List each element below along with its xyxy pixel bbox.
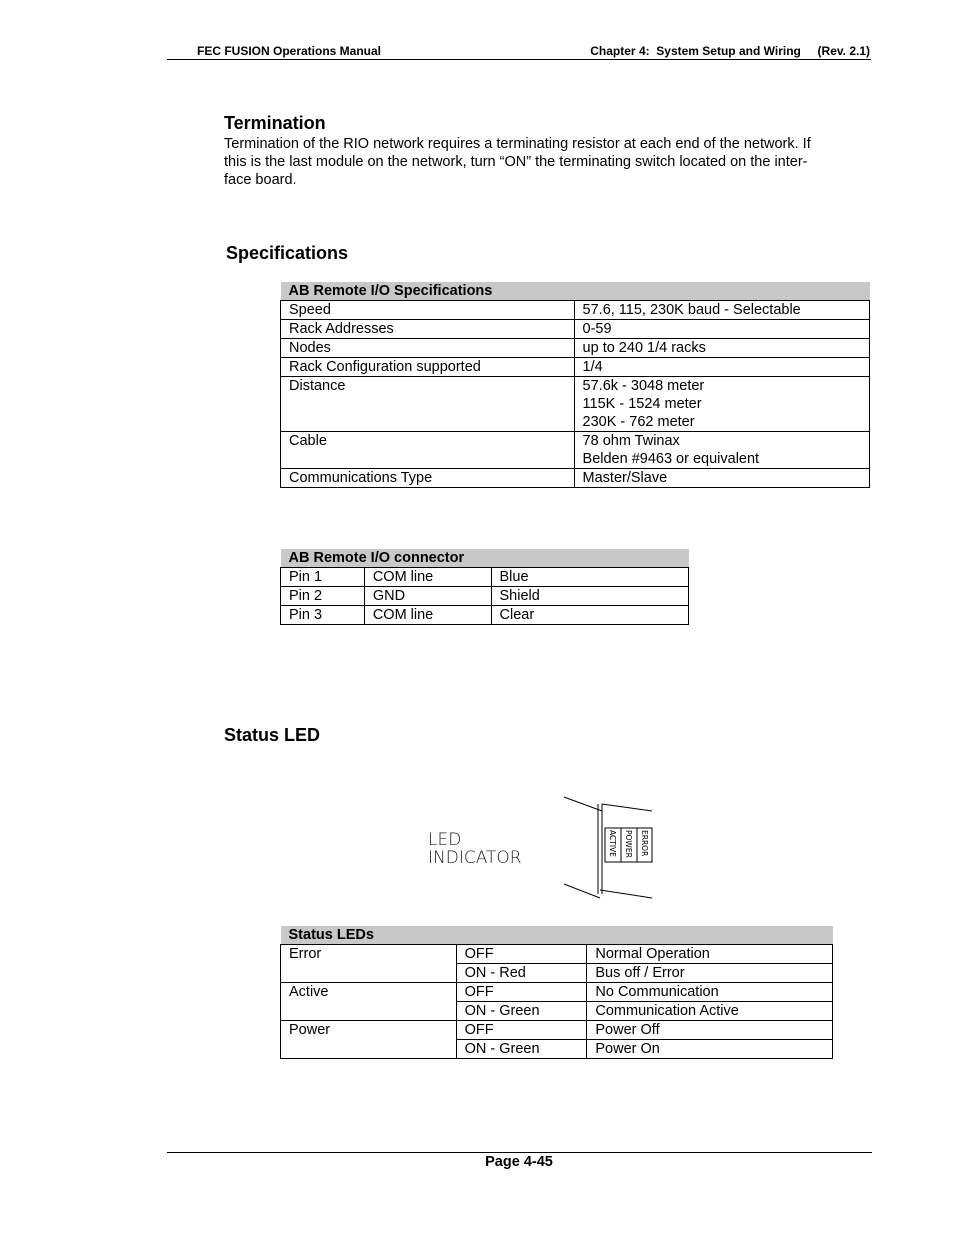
table-row <box>281 945 833 964</box>
table-title: AB Remote I/O Specifications <box>281 282 870 301</box>
led-error-label: ERROR <box>640 830 649 857</box>
led-active-label: ACTIVE <box>608 830 617 857</box>
status-leds-table <box>280 926 833 1059</box>
table-row <box>281 606 689 625</box>
termination-line: face board. <box>224 172 297 188</box>
led-meaning: Power On <box>587 1040 833 1059</box>
specifications-heading: Specifications <box>226 243 349 263</box>
led-name <box>281 964 457 983</box>
spec-value <box>574 320 869 339</box>
led-meaning: Bus off / Error <box>587 964 833 983</box>
figure-label-led: LED <box>428 830 462 850</box>
table-header-row <box>281 926 833 945</box>
pin-cell: Pin 3 <box>281 606 365 625</box>
spec-value-line: 0-59 <box>582 321 612 337</box>
table-row <box>281 377 870 432</box>
table-title: Status LEDs <box>281 926 833 945</box>
page-number: Page 4-45 <box>485 1154 553 1170</box>
spec-value <box>574 339 869 358</box>
table-row <box>281 301 870 320</box>
table-header-row <box>281 282 870 301</box>
spec-value-line: 230K - 762 meter <box>582 414 695 430</box>
spec-value <box>574 358 869 377</box>
led-state: OFF <box>456 945 587 964</box>
table-row <box>281 432 870 469</box>
table-row <box>281 1002 833 1021</box>
spec-value <box>574 301 869 320</box>
spec-value-line: 1/4 <box>582 359 603 375</box>
spec-value-line: Belden #9463 or equivalent <box>582 451 760 467</box>
led-meaning: Normal Operation <box>587 945 833 964</box>
spec-label: Distance <box>281 377 575 432</box>
header-chapter: Chapter 4: System Setup and Wiring (Rev. 2.1) <box>590 44 870 58</box>
table-row <box>281 358 870 377</box>
spec-label: Rack Configuration supported <box>281 358 575 377</box>
led-indicator-figure <box>428 794 658 902</box>
spec-value-line: 115K - 1524 meter <box>582 396 702 412</box>
led-name: Power <box>281 1021 457 1040</box>
spec-label: Speed <box>281 301 575 320</box>
table-row <box>281 964 833 983</box>
pin-cell: Pin 1 <box>281 568 365 587</box>
spec-label: Communications Type <box>281 469 575 488</box>
pin-cell: Pin 2 <box>281 587 365 606</box>
signal-cell: GND <box>364 587 491 606</box>
diagram-line <box>564 884 600 898</box>
color-cell: Clear <box>491 606 688 625</box>
signal-cell: COM line <box>364 568 491 587</box>
spec-label: Cable <box>281 432 575 469</box>
color-cell: Blue <box>491 568 688 587</box>
table-row <box>281 320 870 339</box>
specifications-table <box>280 282 870 488</box>
led-state: OFF <box>456 1021 587 1040</box>
spec-value-line: 57.6k - 3048 meter <box>582 378 705 394</box>
termination-heading: Termination <box>224 113 326 133</box>
led-meaning: Power Off <box>587 1021 833 1040</box>
table-row <box>281 1021 833 1040</box>
termination-paragraph <box>224 135 864 189</box>
color-cell: Shield <box>491 587 688 606</box>
led-state: ON - Green <box>456 1002 587 1021</box>
spec-value-line: 78 ohm Twinax <box>582 433 680 449</box>
table-row <box>281 1040 833 1059</box>
table-row <box>281 587 689 606</box>
diagram-line <box>602 804 652 811</box>
led-name: Active <box>281 983 457 1002</box>
table-title: AB Remote I/O connector <box>281 549 689 568</box>
table-row <box>281 339 870 358</box>
footer-rule <box>167 1152 872 1153</box>
table-header-row <box>281 549 689 568</box>
spec-value-line: Master/Slave <box>582 470 668 486</box>
led-power-label: POWER <box>624 830 633 858</box>
connector-table <box>280 549 689 625</box>
header-manual-title: FEC FUSION Operations Manual <box>197 44 382 58</box>
spec-value <box>574 377 869 432</box>
led-diagram <box>428 794 658 902</box>
figure-label-indicator: INDICATOR <box>428 848 522 868</box>
termination-line: Termination of the RIO network requires a terminating resistor at each end of the network. If <box>224 136 811 152</box>
table-row <box>281 983 833 1002</box>
spec-value <box>574 432 869 469</box>
spec-label: Rack Addresses <box>281 320 575 339</box>
signal-cell: COM line <box>364 606 491 625</box>
led-name: Error <box>281 945 457 964</box>
termination-line: this is the last module on the network, turn “ON” the terminating switch located on the inter- <box>224 154 808 170</box>
led-state: OFF <box>456 983 587 1002</box>
spec-label: Nodes <box>281 339 575 358</box>
diagram-line <box>564 797 602 811</box>
diagram-line <box>600 890 652 898</box>
led-meaning: Communication Active <box>587 1002 833 1021</box>
led-name <box>281 1002 457 1021</box>
led-meaning: No Communication <box>587 983 833 1002</box>
spec-value <box>574 469 869 488</box>
status-led-heading: Status LED <box>224 725 321 745</box>
led-state: ON - Red <box>456 964 587 983</box>
header-rule <box>167 59 871 60</box>
led-state: ON - Green <box>456 1040 587 1059</box>
table-row <box>281 469 870 488</box>
table-row <box>281 568 689 587</box>
spec-value-line: 57.6, 115, 230K baud - Selectable <box>582 302 801 318</box>
spec-value-line: up to 240 1/4 racks <box>582 340 706 356</box>
led-name <box>281 1040 457 1059</box>
